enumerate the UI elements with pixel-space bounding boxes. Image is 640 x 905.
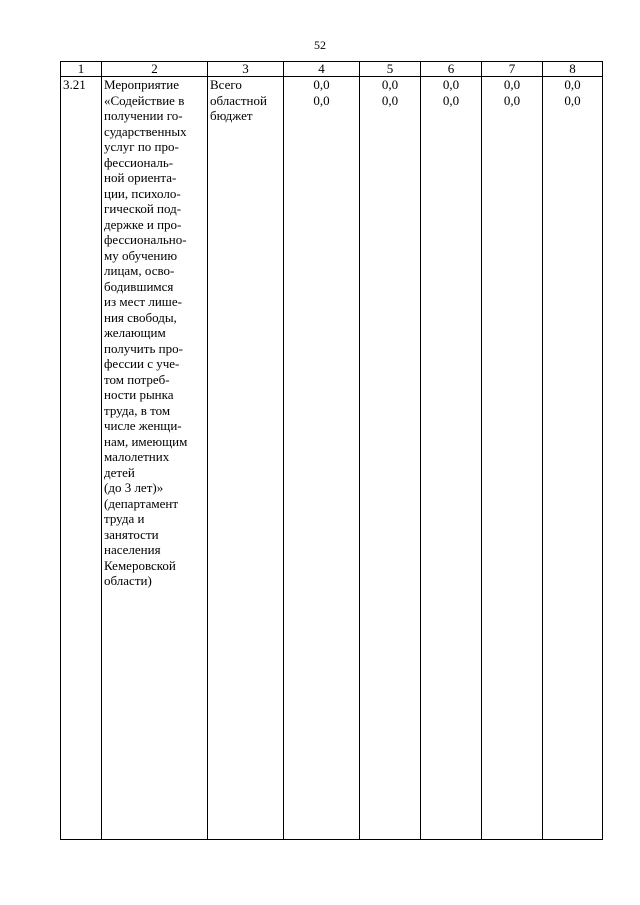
table-header-row: [61, 62, 603, 77]
activity-text-line: фессии с уче-: [104, 356, 180, 371]
activity-text-line: ния свободы,: [104, 309, 177, 325]
value-cell-col-4: [284, 77, 360, 840]
value-cell-col-8: [543, 77, 603, 840]
activity-text-line: том потреб-: [104, 371, 170, 387]
value-total: 0,0: [564, 77, 581, 92]
activity-text-line: малолетних: [104, 449, 170, 464]
header-col-5: 5: [360, 62, 421, 77]
header-col-3: 3: [208, 62, 284, 77]
page-number: 52: [314, 38, 326, 52]
value-regional: 0,0: [503, 92, 521, 108]
activity-text-line: труда и: [104, 511, 145, 526]
value-total: 0,0: [313, 77, 330, 92]
activity-text-line: держке и про-: [104, 216, 182, 232]
activity-text-line: ности рынка: [104, 387, 174, 402]
header-col-8: 8: [543, 62, 603, 77]
activity-text-line: ции, психоло-: [104, 185, 181, 201]
header-col-4: 4: [284, 62, 360, 77]
activity-text-line: числе женщи-: [104, 418, 182, 433]
activity-text-line: населения: [104, 542, 161, 557]
activity-text-line: Мероприятие: [104, 77, 179, 92]
activity-text-line: (до 3 лет)»: [104, 480, 164, 495]
funding-source: [210, 77, 281, 124]
activity-text-line: получить про-: [104, 340, 183, 356]
activity-text-line: занятости: [104, 526, 159, 542]
value-regional: 0,0: [564, 92, 581, 108]
activity-text-line: из мест лише-: [104, 294, 182, 309]
activity-text-line: гической под-: [104, 201, 182, 216]
header-col-7: 7: [482, 62, 543, 77]
funding-source-cell: [208, 77, 284, 840]
activity-text-line: нам, имеющим: [104, 433, 188, 449]
activity-text-line: услуг по про-: [104, 139, 179, 154]
header-col-2: 2: [102, 62, 208, 77]
row-number: 3.21: [63, 77, 86, 92]
activity-description: [104, 77, 205, 589]
header-col-1: 1: [61, 62, 102, 77]
budget-table: [60, 61, 603, 840]
value-cell-col-5: [360, 77, 421, 840]
activity-text-line: му обучению: [104, 247, 178, 263]
value-cell-col-7: [482, 77, 543, 840]
activity-text-line: ной ориента-: [104, 170, 177, 185]
activity-text-line: Кемеровской: [104, 557, 176, 573]
activity-text-line: получении го-: [104, 108, 183, 123]
value-total: 0,0: [442, 77, 460, 92]
value-regional: 0,0: [313, 92, 330, 108]
activity-text-line: (департамент: [104, 495, 179, 511]
value-cell-col-6: [421, 77, 482, 840]
activity-text-line: детей: [104, 464, 135, 480]
activity-text-line: желающим: [104, 325, 166, 340]
activity-text-line: труда, в том: [104, 402, 171, 418]
value-regional: 0,0: [381, 92, 399, 108]
activity-text-line: лицам, осво-: [104, 263, 175, 278]
activity-text-line: бодившимся: [104, 278, 174, 294]
activity-text-line: «Содействие в: [104, 92, 185, 108]
activity-text-line: сударственных: [104, 123, 187, 139]
activity-text-line: фессионально-: [104, 232, 187, 247]
value-total: 0,0: [381, 77, 399, 92]
header-col-6: 6: [421, 62, 482, 77]
funding-source-text-line: бюджет: [210, 108, 253, 123]
table-row: [61, 77, 603, 840]
funding-source-text-line: Всего: [210, 77, 242, 92]
row-number-cell: [61, 77, 102, 840]
activity-text-line: области): [104, 573, 152, 588]
value-regional: 0,0: [442, 92, 460, 108]
funding-source-text-line: областной: [210, 92, 267, 108]
value-total: 0,0: [503, 77, 521, 92]
activity-text-line: фессиональ-: [104, 154, 174, 170]
activity-cell: [102, 77, 208, 840]
